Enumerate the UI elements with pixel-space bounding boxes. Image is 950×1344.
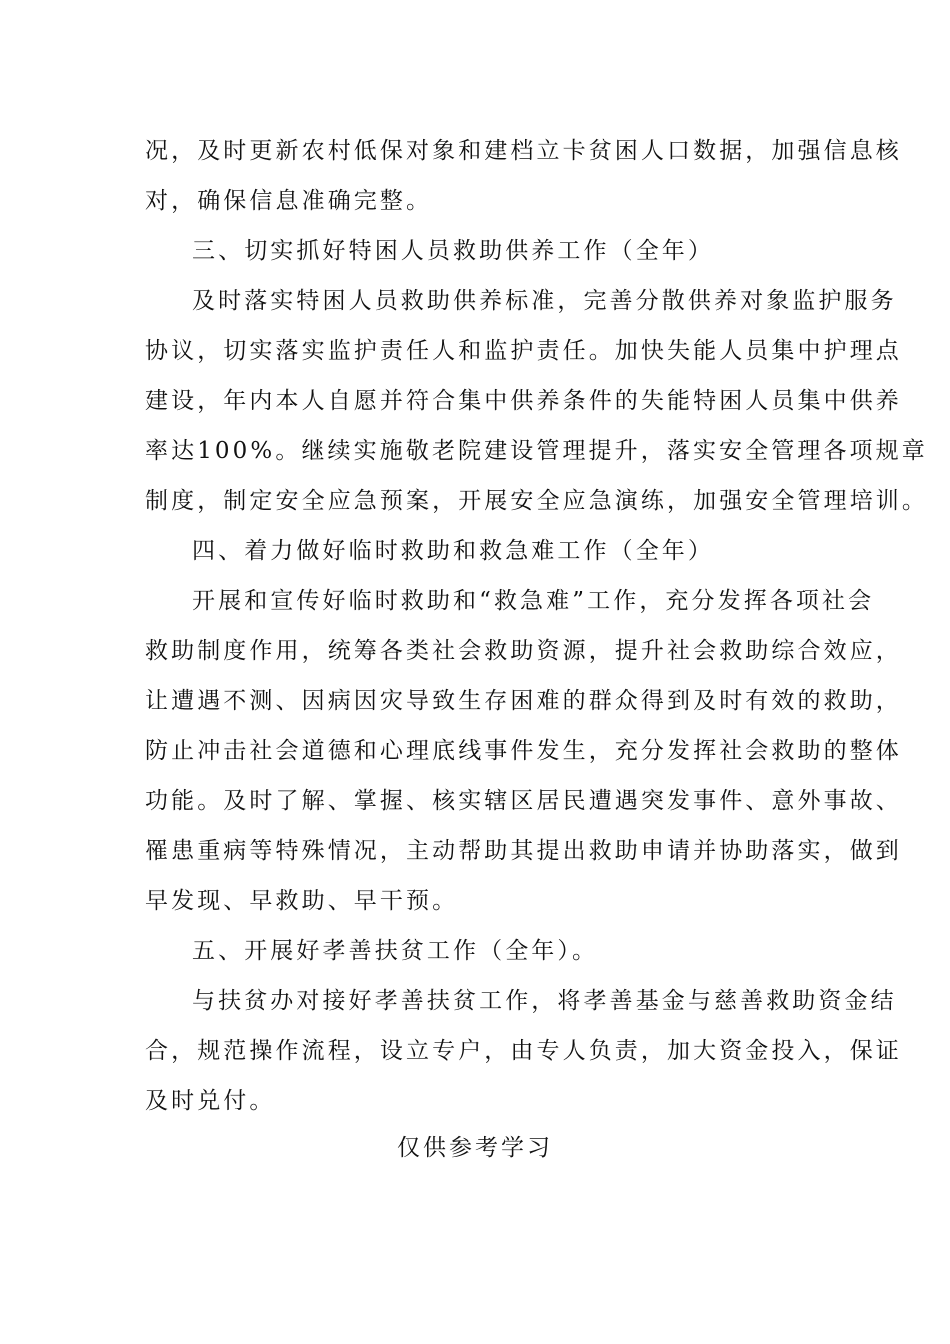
section-heading-4: 四、着力做好临时救助和救急难工作（全年）	[192, 538, 714, 564]
body-line: 及时落实特困人员救助供养标准，完善分散供养对象监护服务	[192, 288, 897, 314]
body-line: 建设，年内本人自愿并符合集中供养条件的失能特困人员集中供养	[145, 388, 902, 414]
body-line: 及时兑付。	[145, 1088, 276, 1114]
body-line: 协议，切实落实监护责任人和监护责任。加快失能人员集中护理点	[145, 338, 902, 364]
body-line: 率达100%。继续实施敬老院建设管理提升，落实安全管理各项规章	[145, 438, 928, 464]
page-footer: 仅供参考学习	[397, 1135, 553, 1161]
section-heading-3: 三、切实抓好特困人员救助供养工作（全年）	[192, 238, 714, 264]
body-line: 开展和宣传好临时救助和“救急难”工作，充分发挥各项社会	[192, 588, 875, 614]
section-heading-5: 五、开展好孝善扶贫工作（全年）。	[192, 938, 599, 964]
body-line: 早发现、早救助、早干预。	[145, 888, 459, 914]
body-line: 罹患重病等特殊情况，主动帮助其提出救助申请并协助落实，做到	[145, 838, 902, 864]
body-line: 让遭遇不测、因病因灾导致生存困难的群众得到及时有效的救助，	[145, 688, 902, 714]
body-line: 况，及时更新农村低保对象和建档立卡贫困人口数据，加强信息核	[145, 138, 902, 164]
body-line: 合，规范操作流程，设立专户，由专人负责，加大资金投入，保证	[145, 1038, 902, 1064]
body-line: 救助制度作用，统筹各类社会救助资源，提升社会救助综合效应，	[145, 638, 902, 664]
body-line: 制度，制定安全应急预案，开展安全应急演练，加强安全管理培训。	[145, 488, 928, 514]
body-line: 与扶贫办对接好孝善扶贫工作，将孝善基金与慈善救助资金结	[192, 988, 897, 1014]
body-line: 功能。及时了解、掌握、核实辖区居民遭遇突发事件、意外事故、	[145, 788, 902, 814]
body-line: 防止冲击社会道德和心理底线事件发生，充分发挥社会救助的整体	[145, 738, 902, 764]
body-line: 对，确保信息准确完整。	[145, 188, 433, 214]
